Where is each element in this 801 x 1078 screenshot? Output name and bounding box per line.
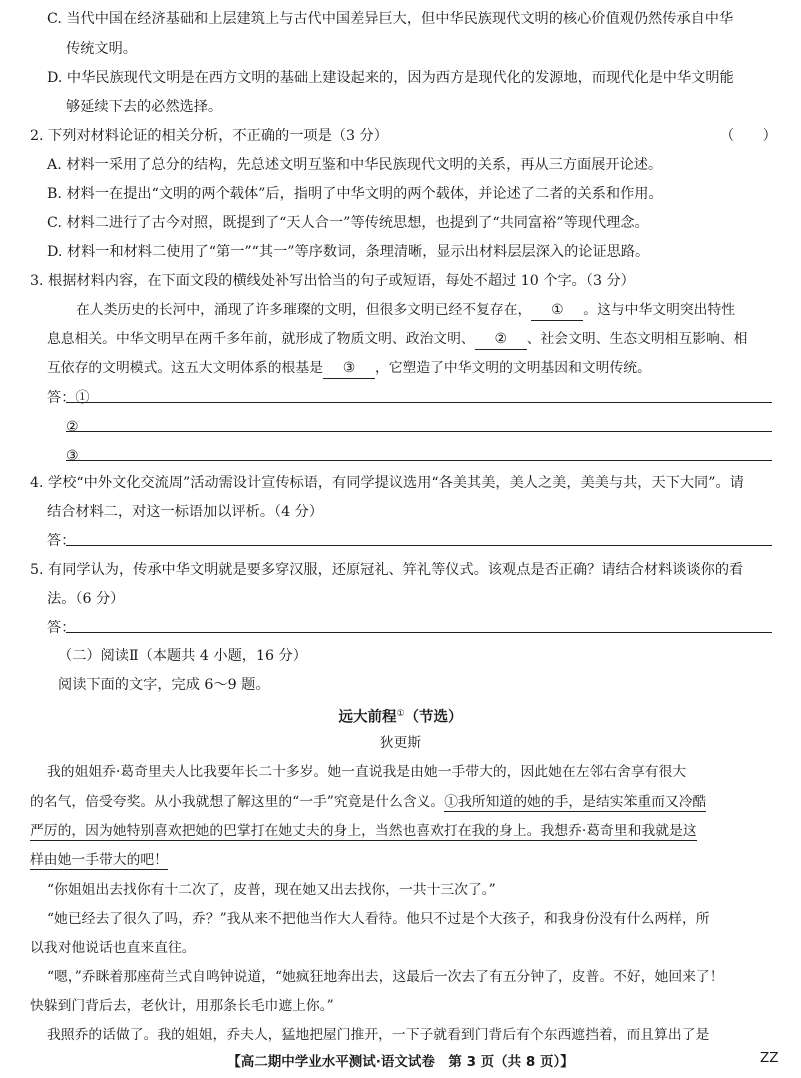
section-heading: （二）阅读Ⅱ（本题共 4 小题，16 分） — [58, 648, 307, 664]
q3-passage-text: 。这与中华文明突出特性 — [583, 302, 736, 318]
passage-p4-line1: “嗯，”乔眯着那座荷兰式自鸣钟说道，“她疯狂地奔出去，这最后一次去了有五分钟了，皮普。不好，她回来了！ — [47, 969, 724, 985]
passage-author: 狄更斯 — [379, 735, 422, 751]
q3-passage-line3 — [47, 358, 651, 379]
passage-p3-line2: 以我对他说话也直来直往。 — [30, 940, 196, 956]
q2-answer-bracket: （ ） — [720, 128, 777, 144]
q5-stem-line2: 法。（6 分） — [47, 591, 125, 607]
q3-passage-line2 — [47, 329, 747, 350]
passage-p2: “你姐姐出去找你有十二次了，皮普，现在她又出去找你，一共十三次了。” — [47, 882, 496, 898]
q1-option-d-line2: 够延续下去的必然选择。 — [66, 99, 223, 115]
passage-p1-line4 — [30, 850, 168, 870]
passage-p3-line1: “她已经去了很久了吗，乔？”我从来不把他当作大人看待。他只不过是个大孩子，和我身份没有什么两样，所 — [47, 911, 710, 927]
q3-passage-text: 在人类历史的长河中，涌现了许多璀璨的文明，但很多文明已经不复存在， — [76, 302, 532, 318]
q3-answer-line-3[interactable] — [66, 460, 772, 461]
q2-option-d: D. 材料一和材料二使用了“第一”“其一”等序数词，条理清晰，显示出材料层层深入的论证思路。 — [47, 244, 650, 260]
passage-p4-line2: 快躲到门背后去，老伙计，用那条长毛巾遮上你。” — [30, 998, 334, 1014]
q3-blank-2: ② — [475, 329, 527, 350]
q3-answer-line-1[interactable] — [66, 402, 772, 403]
q5-stem-line1: 5. 有同学认为，传承中华文明就是要多穿汉服，还原冠礼、笄礼等仪式。该观点是否正确？请结合材料谈谈你的看 — [30, 562, 744, 578]
underlined-sentence-1: ①我所知道的她的手，是结实笨重而又冷酷 — [444, 794, 707, 810]
q4-answer-line[interactable] — [66, 545, 772, 546]
q1-option-d-line1: D. 中华民族现代文明是在西方文明的基础上建设起来的，因为西方是现代化的发源地，而现代化是中华文明能 — [47, 70, 734, 86]
q2-option-c: C. 材料二进行了古今对照，既提到了“天人合一”等传统思想，也提到了“共同富裕”等现代理念。 — [47, 215, 649, 231]
q3-answer-label-3: ③ — [66, 448, 79, 464]
q3-passage-line1 — [76, 300, 735, 321]
passage-title-text: 远大前程 — [338, 709, 397, 726]
q1-option-c-line1: C. 当代中国在经济基础和上层建筑上与古代中国差异巨大，但中华民族现代文明的核心价值观仍然传承自中华 — [47, 11, 734, 27]
passage-p5-line1: 我照乔的话做了。我的姐姐，乔夫人，猛地把屋门推开，一下子就看到门背后有个东西遮挡着，而且算出了是 — [47, 1027, 710, 1043]
section-instruction: 阅读下面的文字，完成 6～9 题。 — [58, 677, 270, 693]
q3-blank-1: ① — [531, 300, 583, 321]
q2-option-b: B. 材料一在提出“文明的两个载体”后，指明了中华文明的两个载体，并论述了二者的关系和作用。 — [47, 186, 663, 202]
q3-answer-label-2: ② — [66, 419, 79, 435]
passage-text: 我想乔·葛奇里和我就是这 — [540, 823, 697, 839]
q5-answer-label: 答： — [47, 620, 76, 636]
q1-option-c-line2: 传统文明。 — [66, 41, 137, 57]
q3-blank-3: ③ — [323, 358, 375, 379]
q5-answer-line[interactable] — [66, 632, 772, 633]
q3-passage-text: 息息相关。中华文明早在两千多年前，就形成了物质文明、政治文明、 — [47, 331, 475, 347]
footer-code: ZZ — [760, 1050, 779, 1066]
underlined-sentence-1: 样由她一手带大的吧！ — [30, 852, 168, 868]
passage-p1-line2 — [30, 792, 706, 812]
q2-option-a: A. 材料一采用了总分的结构，先总述文明互鉴和中华民族现代文明的关系，再从三方面展开论述。 — [47, 157, 663, 173]
q3-passage-text: ，它塑造了中华文明的文明基因和文明传统。 — [374, 360, 651, 376]
q3-answer-label: 答：① — [47, 390, 90, 406]
passage-text: 的名气，倍受夸奖。从小我就想了解这里的“一手”究竟是什么含义。 — [30, 794, 445, 810]
q4-stem-line2: 结合材料二，对这一标语加以评析。（4 分） — [47, 504, 324, 520]
q2-stem: 2. 下列对材料论证的相关分析，不正确的一项是（3 分） — [30, 128, 388, 144]
passage-title-note: ① — [396, 709, 405, 719]
passage-p1-line3 — [30, 821, 697, 841]
underlined-sentence-1: 严厉的，因为她特别喜欢把她的巴掌打在她丈夫的身上，当然也喜欢打在我的身上。 — [30, 823, 541, 839]
q3-passage-text: 互依存的文明模式。这五大文明体系的根基是 — [47, 360, 323, 376]
q4-stem-line1: 4. 学校“中外文化交流周”活动需设计宣传标语，有同学提议选用“各美其美，美人之美，美美与共，天下大同”。请 — [30, 475, 744, 491]
passage-title — [0, 704, 801, 728]
page-footer: 【高二期中学业水平测试·语文试卷 第 3 页（共 8 页）】 — [227, 1054, 574, 1070]
passage-p1-line1: 我的姐姐乔·葛奇里夫人比我要年长二十多岁。她一直说我是由她一手带大的，因此她在左邻右舍享有很大 — [47, 764, 687, 780]
q4-answer-label: 答： — [47, 533, 76, 549]
q3-passage-text: 、社会文明、生态文明相互影响、相 — [526, 331, 748, 347]
passage-title-suffix: （节选） — [404, 709, 463, 726]
q3-answer-line-2[interactable] — [66, 431, 772, 432]
q3-stem: 3. 根据材料内容，在下面文段的横线处补写出恰当的句子或短语，每处不超过 10 个字。（3 分） — [30, 273, 635, 289]
